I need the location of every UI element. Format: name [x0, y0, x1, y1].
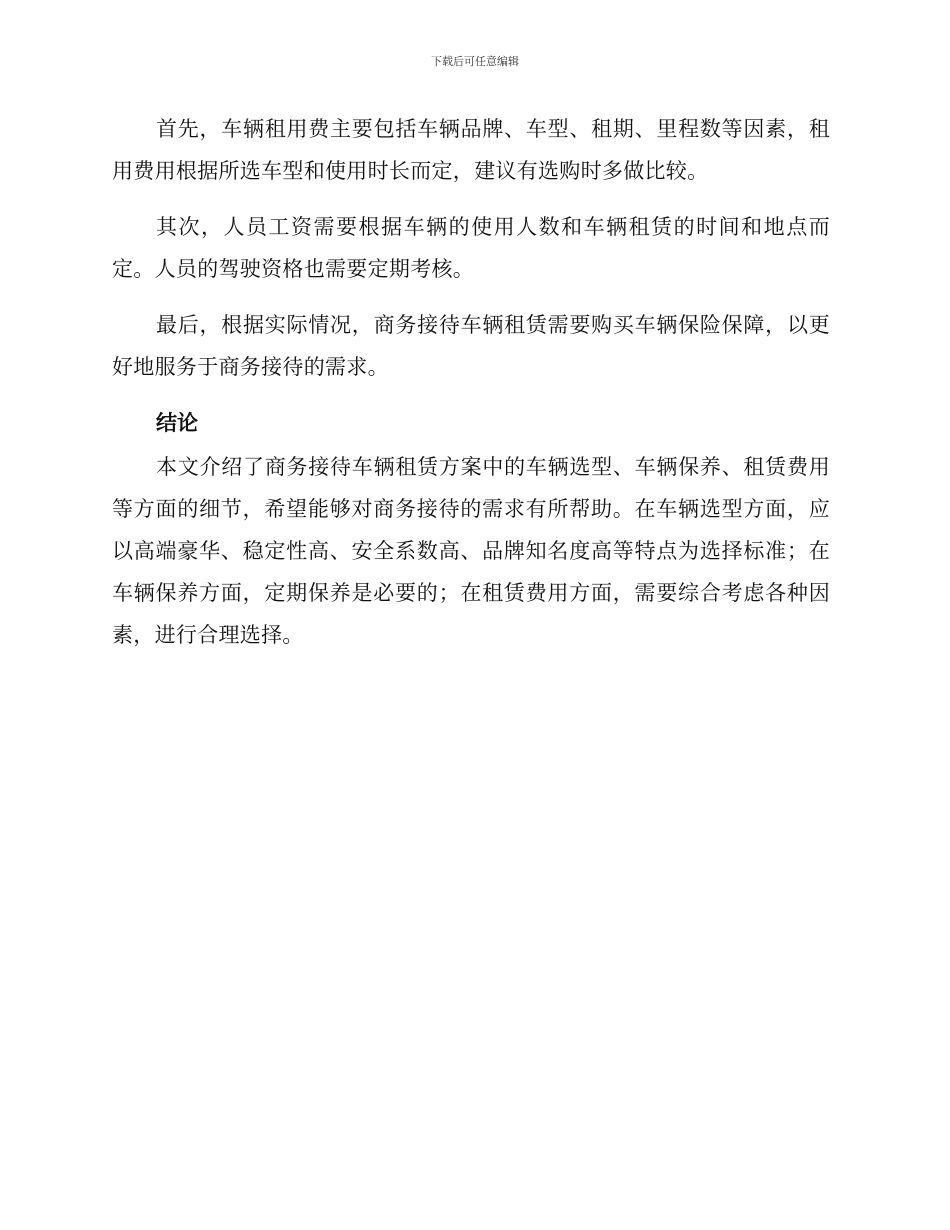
- header-note: 下载后可任意编辑: [431, 55, 519, 68]
- document-body: [112, 108, 830, 670]
- paragraph-staff-wages: 其次，人员工资需要根据车辆的使用人数和车辆租赁的时间和地点而定。人员的驾驶资格也需要定期考核。: [112, 215, 830, 281]
- conclusion-heading: 结论: [156, 411, 198, 435]
- paragraph-rental-fees: 首先，车辆租用费主要包括车辆品牌、车型、租期、里程数等因素，租用费用根据所选车型和使用时长而定，建议有选购时多做比较。: [112, 117, 830, 183]
- paragraph-insurance: 最后，根据实际情况，商务接待车辆租赁需要购买车辆保险保障，以更好地服务于商务接待的需求。: [112, 313, 830, 379]
- paragraph-conclusion: 本文介绍了商务接待车辆租赁方案中的车辆选型、车辆保养、租赁费用等方面的细节，希望能够对商务接待的需求有所帮助。在车辆选型方面，应以高端豪华、稳定性高、安全系数高、品牌知名度高等特点为选择标准；在车辆保养方面，定期保养是必要的；在租赁费用方面，需要综合考虑各种因素，进行合理选择。: [112, 455, 830, 647]
